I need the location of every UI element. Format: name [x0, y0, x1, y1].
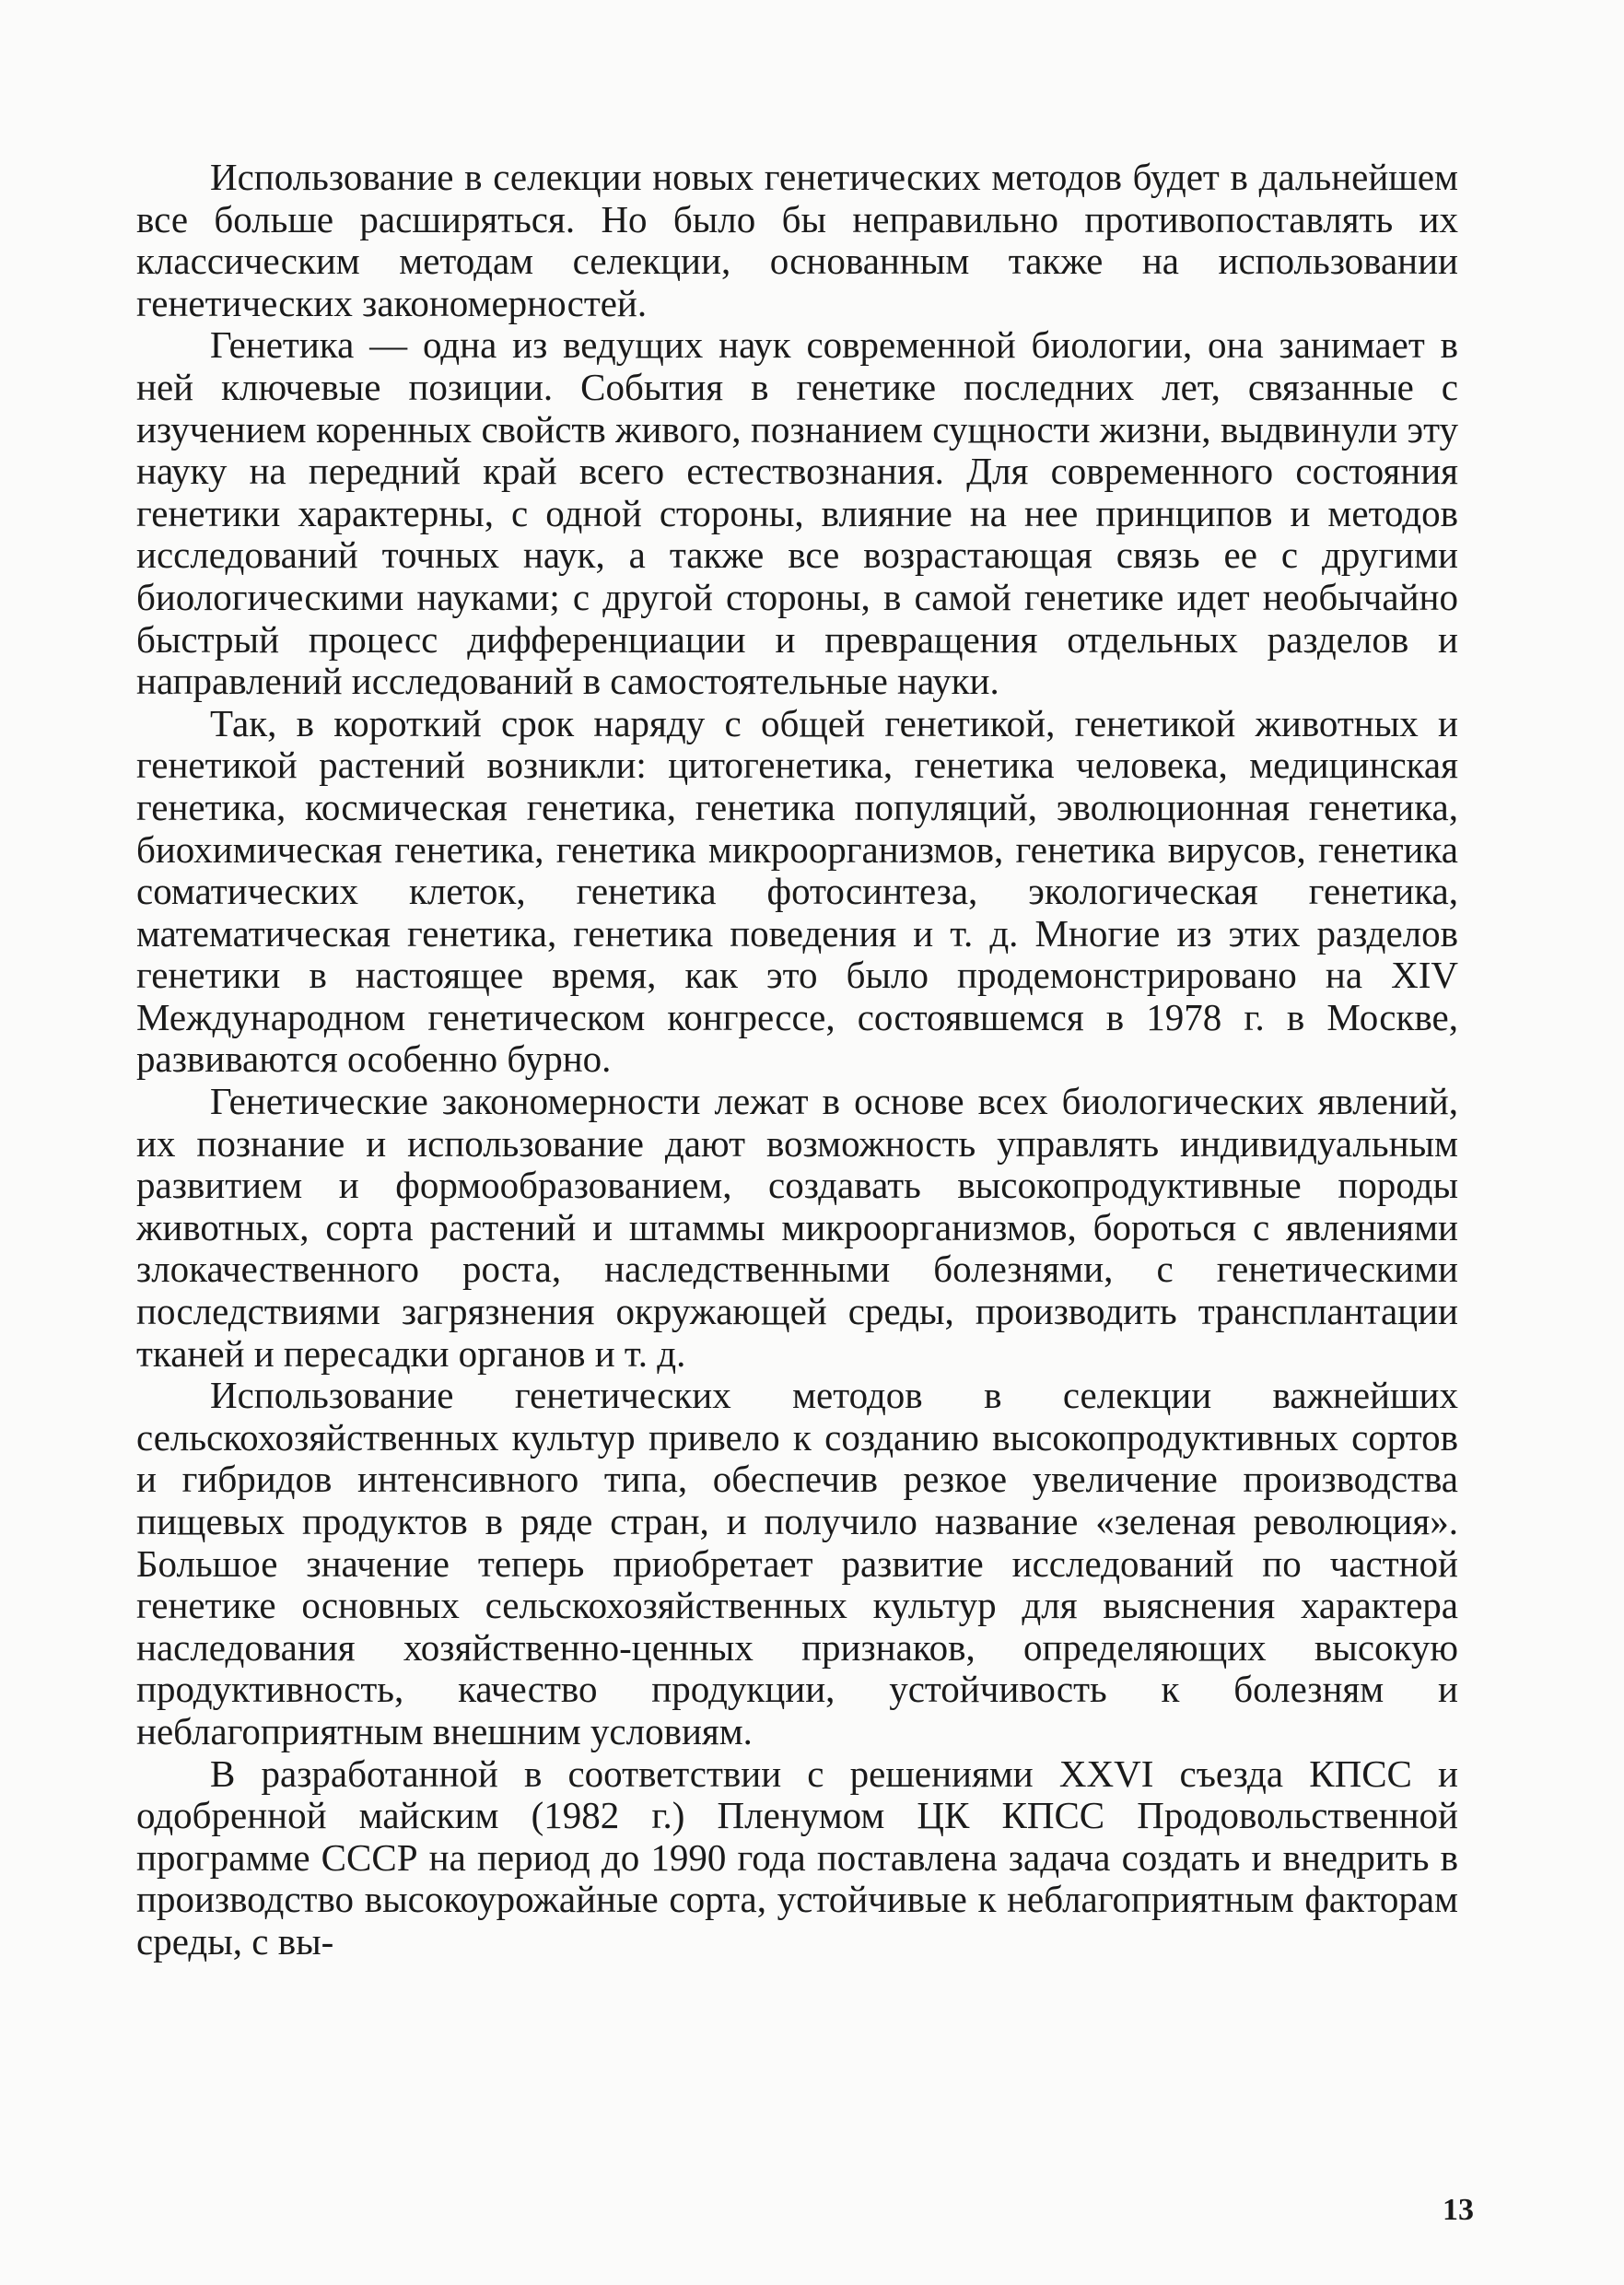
- paragraph: Генетические закономерности лежат в основе всех биологических явлений, их познание и использование дают возможность управлять индивидуальным развитием и формообразованием, создавать высокопродуктивные породы животных, сорта растений и штаммы микроорганизмов, бороться с явлениями злокачественного роста, наследственными болезнями, с генетическими последствиями загрязнения окружающей среды, производить трансплантации тканей и пересадки органов и т. д.: [136, 1080, 1458, 1375]
- paragraph: В разработанной в соответствии с решениями XXVI съезда КПСС и одобренной майским (1982 г.) Пленумом ЦК КПСС Продовольственной программе СССР на период до 1990 года поставлена задача создать и внедрить в производство высокоурожайные сорта, устойчивые к неблагоприятным факторам среды, с вы-: [136, 1752, 1458, 1963]
- paragraph: Использование генетических методов в селекции важнейших сельскохозяйственных культур привело к созданию высокопродуктивных сортов и гибридов интенсивного типа, обеспечив резкое увеличение производства пищевых продуктов в ряде стран, и получило название «зеленая революция». Большое значение теперь приобретает развитие исследований по частной генетике основных сельскохозяйственных культур для выяснения характера наследования хозяйственно-ценных признаков, определяющих высокую продуктивность, качество продукции, устойчивость к болезням и неблагоприятным внешним условиям.: [136, 1374, 1458, 1752]
- page-number: 13: [1443, 2193, 1474, 2227]
- body-text: [136, 157, 1458, 1963]
- paragraph: Генетика — одна из ведущих наук современной биологии, она занимает в ней ключевые позиции. События в генетике последних лет, связанные с изучением коренных свойств живого, познанием сущности жизни, выдвинули эту науку на передний край всего естествознания. Для современного состояния генетики характерны, с одной стороны, влияние на нее принципов и методов исследований точных наук, а также все возрастающая связь ее с другими биологическими науками; с другой стороны, в самой генетике идет необычайно быстрый процесс дифференциации и превращения отдельных разделов и направлений исследований в самостоятельные науки.: [136, 323, 1458, 703]
- paragraph: Использование в селекции новых генетических методов будет в дальнейшем все больше расширяться. Но было бы неправильно противопоставлять их классическим методам селекции, основанным также на использовании генетических закономерностей.: [136, 156, 1458, 324]
- paragraph: Так, в короткий срок наряду с общей генетикой, генетикой животных и генетикой растений возникли: цитогенетика, генетика человека, медицинская генетика, космическая генетика, генетика популяций, эволюционная генетика, биохимическая генетика, генетика микроорганизмов, генетика вирусов, генетика соматических клеток, генетика фотосинтеза, экологическая генетика, математическая генетика, генетика поведения и т. д. Многие из этих разделов генетики в настоящее время, как это было продемонстрировано на XIV Международном генетическом конгрессе, состоявшемся в 1978 г. в Москве, развиваются особенно бурно.: [136, 701, 1458, 1081]
